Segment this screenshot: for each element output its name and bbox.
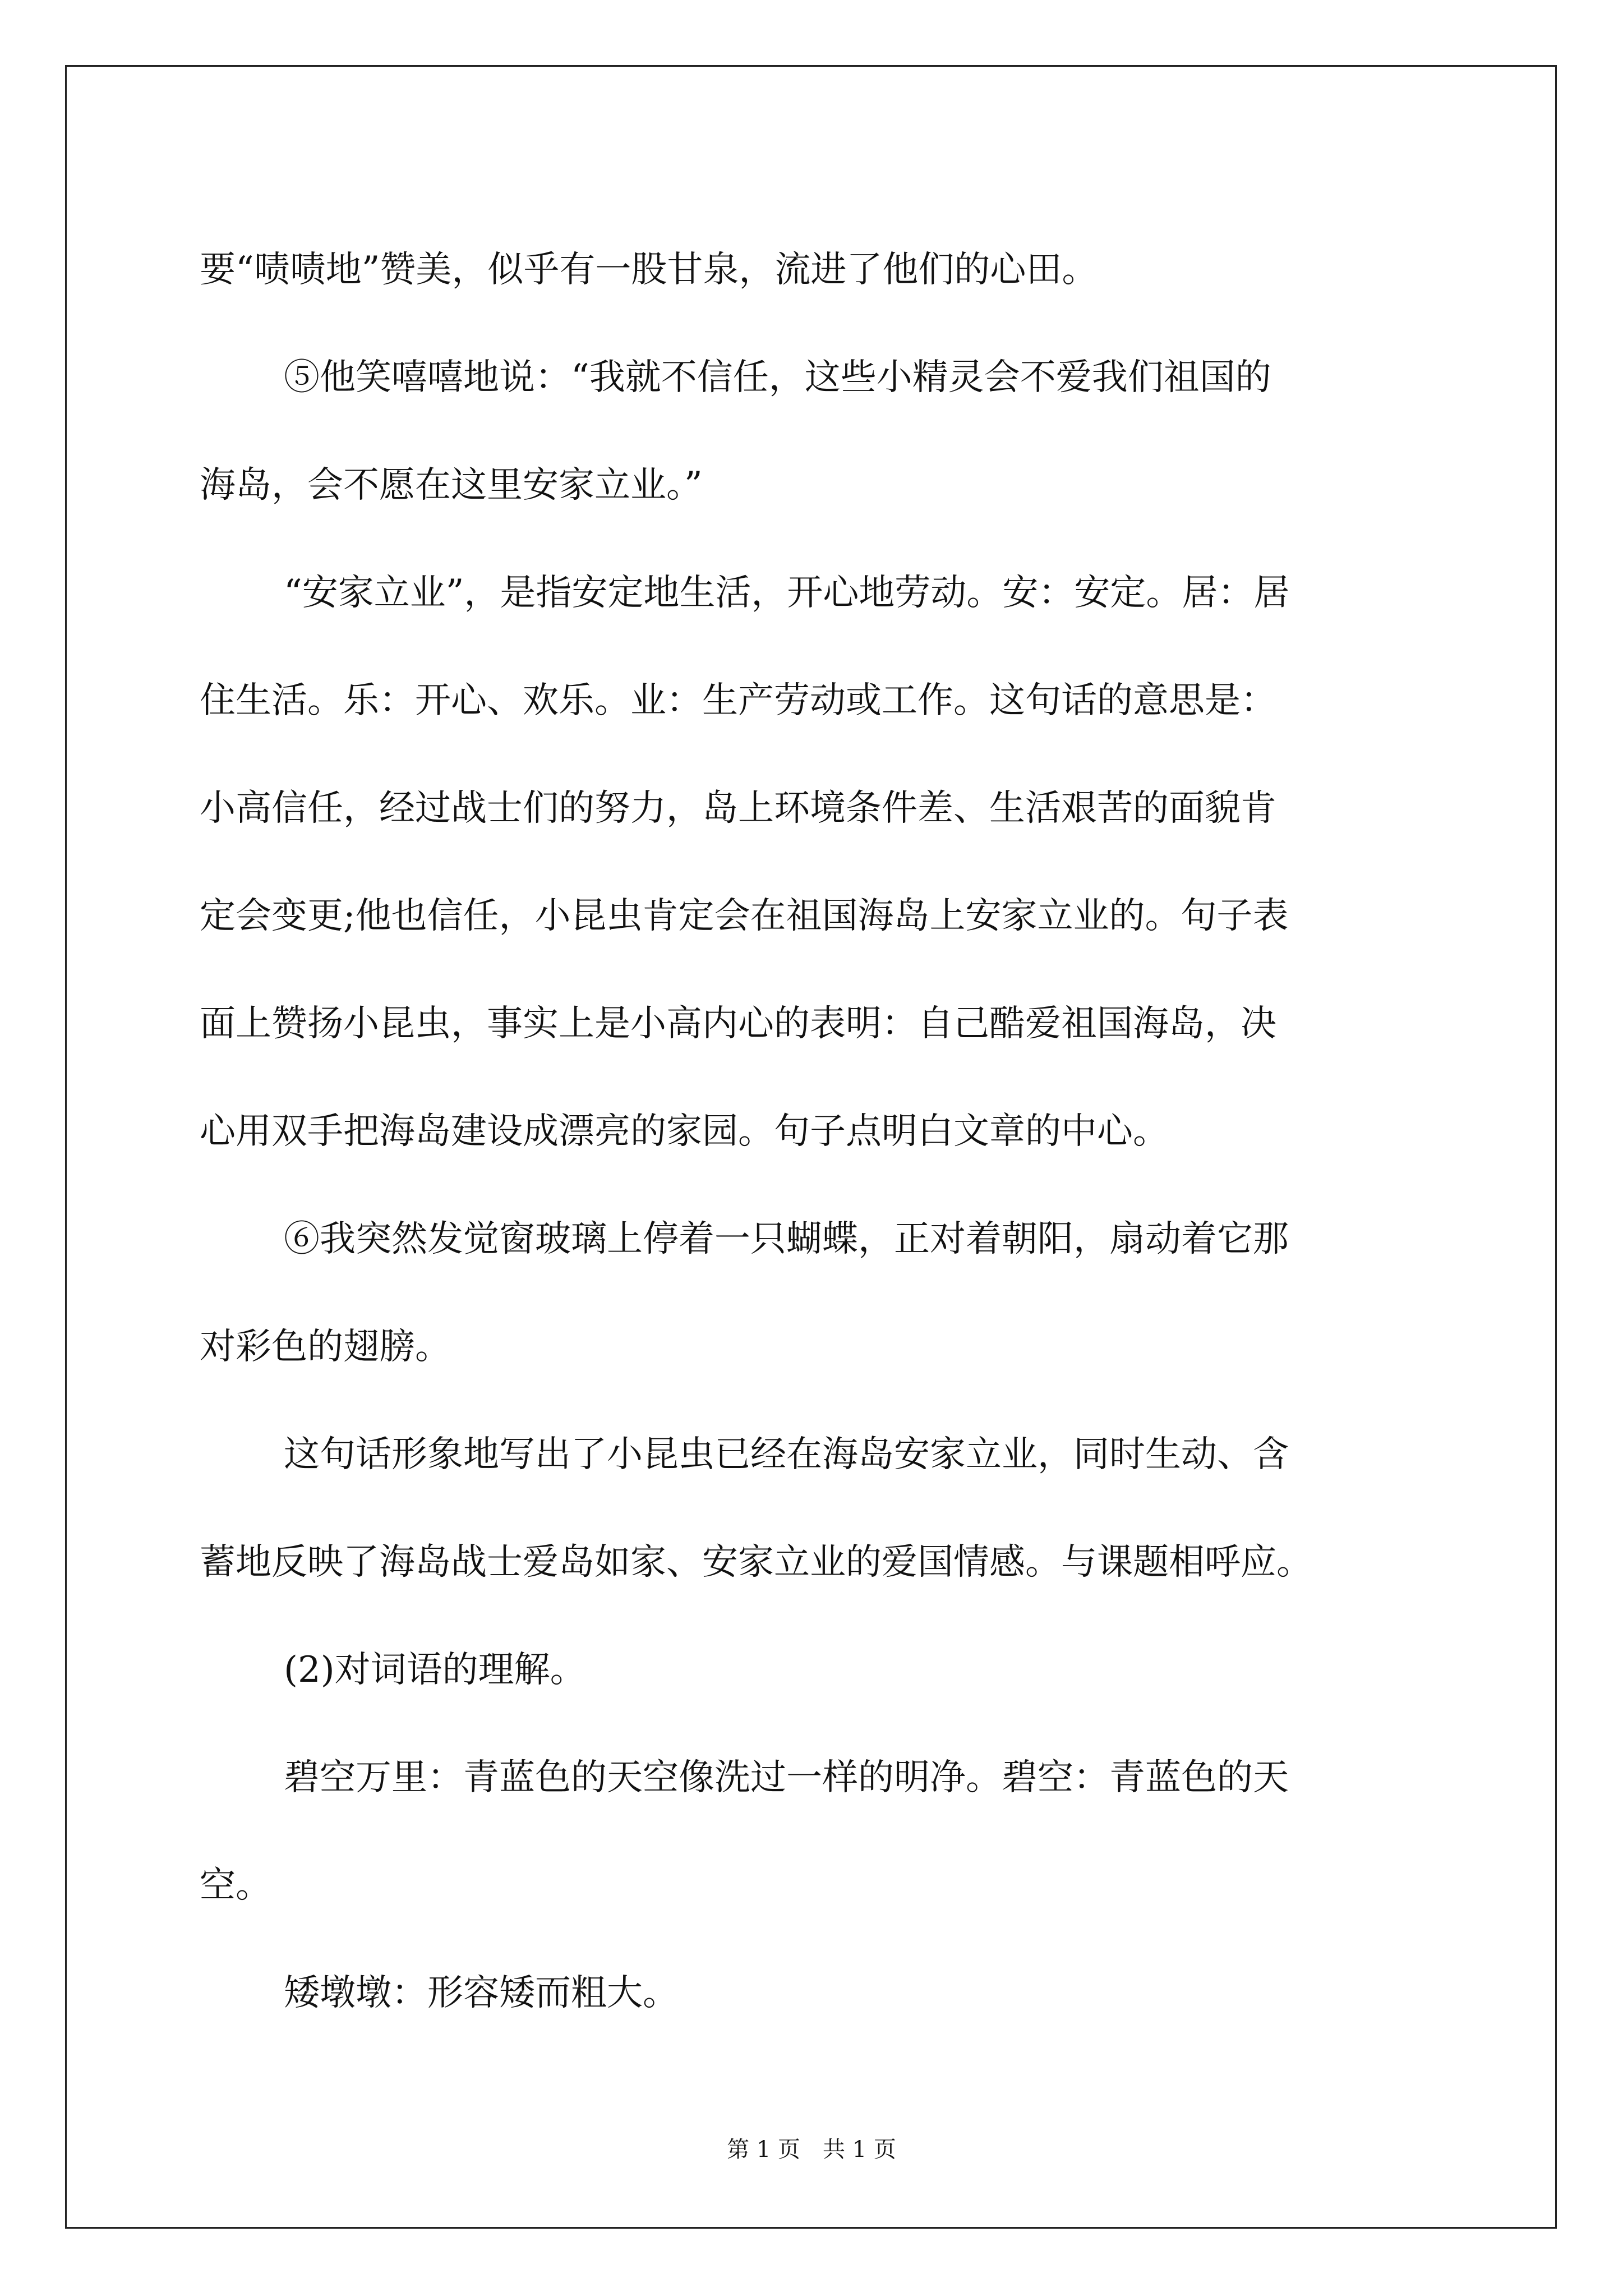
text-line: ⑥我突然发觉窗玻璃上停着一只蝴蝶，正对着朝阳，扇动着它那 — [284, 1218, 1289, 1260]
text-line: 小高信任，经过战士们的努力，岛上环境条件差、生活艰苦的面貌肯 — [200, 788, 1276, 829]
text-line: ⑤他笑嘻嘻地说：“我就不信任，这些小精灵会不爱我们祖国的 — [284, 357, 1271, 398]
text-block — [200, 216, 1445, 2047]
text-line: 碧空万里：青蓝色的天空像洗过一样的明净。碧空：青蓝色的天 — [284, 1757, 1289, 1798]
text-line: 心用双手把海岛建设成漂亮的家园。句子点明白文章的中心。 — [200, 1111, 1169, 1152]
text-line: 这句话形象地写出了小昆虫已经在海岛安家立业，同时生动、含 — [284, 1434, 1289, 1475]
text-line: 蓄地反映了海岛战士爱岛如家、安家立业的爱国情感。与课题相呼应。 — [200, 1542, 1312, 1583]
text-line: 要“啧啧地”赞美，似乎有一股甘泉，流进了他们的心田。 — [200, 249, 1098, 291]
document-body — [200, 216, 1445, 2047]
text-line: 空。 — [200, 1865, 271, 1906]
text-line: 海岛，会不愿在这里安家立业。” — [200, 464, 703, 506]
text-line: 对彩色的翅膀。 — [200, 1326, 451, 1368]
text-line: 住生活。乐：开心、欢乐。业：生产劳动或工作。这句话的意思是： — [200, 680, 1276, 721]
page-footer: 第 1 页 共 1 页 — [727, 2137, 896, 2162]
text-line: 定会变更;他也信任，小昆虫肯定会在祖国海岛上安家立业的。句子表 — [200, 895, 1289, 937]
text-line: 矮墩墩：形容矮而粗大。 — [284, 1972, 679, 2014]
text-line: “安家立业”，是指安定地生活，开心地劳动。安：安定。居：居 — [284, 572, 1290, 614]
text-line: 面上赞扬小昆虫，事实上是小高内心的表明：自己酷爱祖国海岛，决 — [200, 1003, 1276, 1045]
text-line: (2)对词语的理解。 — [284, 1649, 586, 1691]
